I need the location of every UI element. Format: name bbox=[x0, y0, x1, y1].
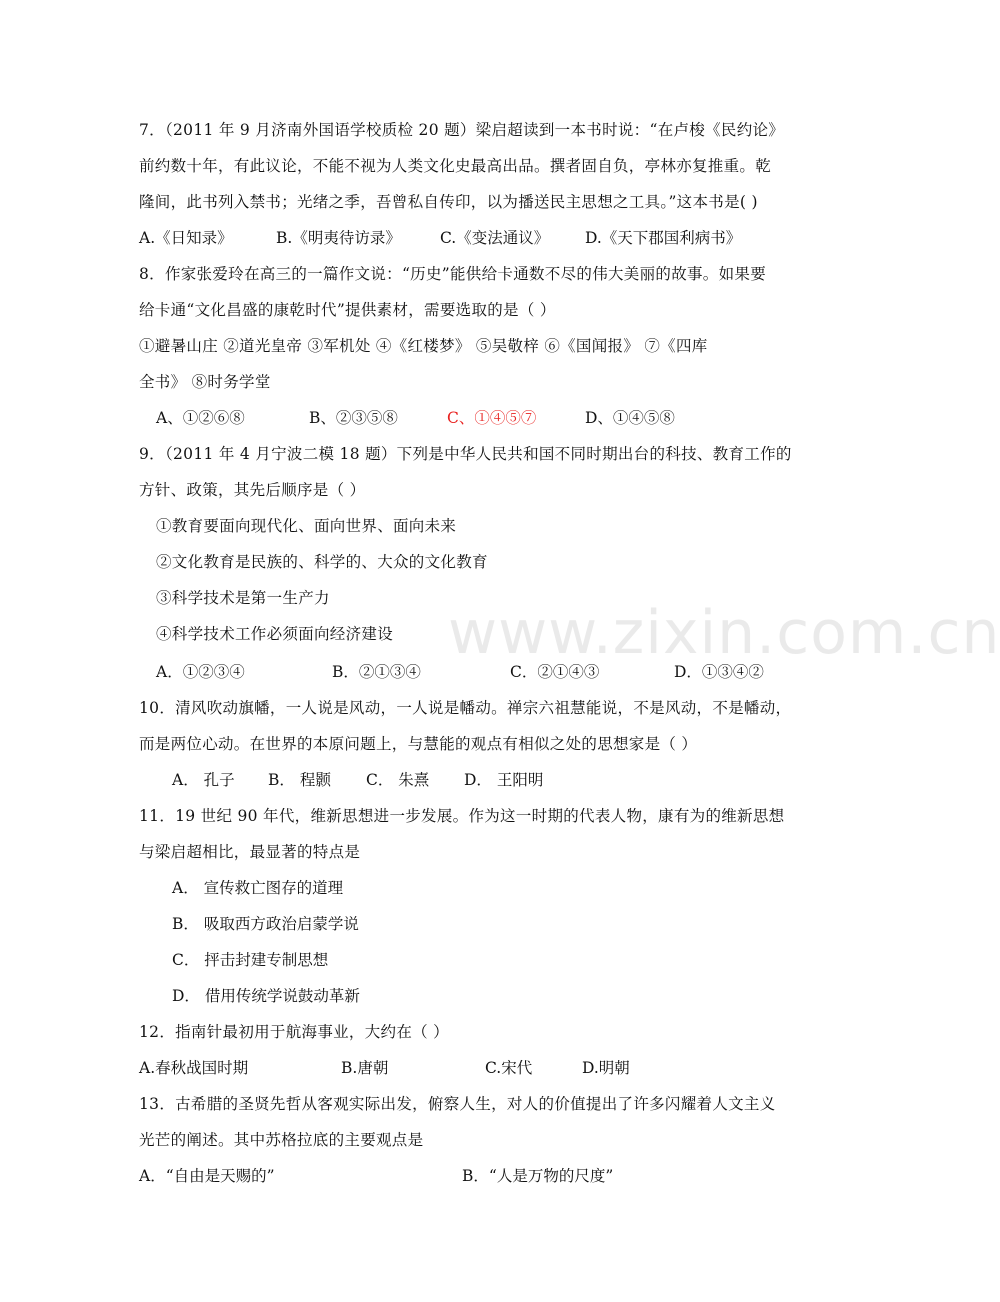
question-13-option-b: B．“人是万物的尺度” bbox=[462, 1167, 614, 1185]
question-8-option-a: A、①②⑥⑧ bbox=[156, 409, 245, 427]
question-12-option-b: B.唐朝 bbox=[341, 1059, 389, 1077]
question-11-line-2: 与梁启超相比，最显著的特点是 bbox=[139, 843, 361, 861]
question-10-option-b: B． 程颢 bbox=[268, 771, 331, 789]
question-9-option-d: D．①③④② bbox=[674, 663, 764, 681]
watermark: www.zixin.com.cn bbox=[448, 598, 1000, 668]
question-13-line-2: 光芒的阐述。其中苏格拉底的主要观点是 bbox=[139, 1131, 424, 1149]
question-9-line-2: 方针、政策，其先后顺序是（ ） bbox=[139, 481, 366, 499]
question-9-item-3: ③科学技术是第一生产力 bbox=[156, 589, 330, 607]
question-12-option-c: C.宋代 bbox=[485, 1059, 533, 1077]
question-9-option-a: A．①②③④ bbox=[156, 663, 245, 681]
question-11-option-c: C． 抨击封建专制思想 bbox=[172, 951, 329, 969]
question-9-item-1: ①教育要面向现代化、面向世界、面向未来 bbox=[156, 517, 457, 535]
question-8-option-b: B、②③⑤⑧ bbox=[309, 409, 398, 427]
question-9-option-b: B．②①③④ bbox=[332, 663, 421, 681]
question-12-line-1: 12．指南针最初用于航海事业，大约在（ ） bbox=[139, 1023, 449, 1041]
question-8-line-3: ①避暑山庄 ②道光皇帝 ③军机处 ④《红楼梦》 ⑤吴敬梓 ⑥《国闻报》 ⑦《四库 bbox=[139, 337, 708, 355]
question-9-item-4: ④科学技术工作必须面向经济建设 bbox=[156, 625, 394, 643]
question-8-option-c-answer: C、①④⑤⑦ bbox=[447, 409, 537, 427]
question-7-line-1: 7．（2011 年 9 月济南外国语学校质检 20 题）梁启超读到一本书时说：“在卢梭《民约论》 bbox=[139, 121, 785, 139]
question-8-line-1: 8．作家张爱玲在高三的一篇作文说：“历史”能供给卡通数不尽的伟大美丽的故事。如果要 bbox=[139, 265, 767, 283]
question-7-option-a: A.《日知录》 bbox=[139, 229, 233, 247]
question-10-option-c: C． 朱熹 bbox=[366, 771, 430, 789]
question-11-option-b: B． 吸取西方政治启蒙学说 bbox=[172, 915, 359, 933]
question-7-option-c: C.《变法通议》 bbox=[440, 229, 550, 247]
question-8-line-4: 全书》 ⑧时务学堂 bbox=[139, 373, 271, 391]
question-13-option-a: A．“自由是天赐的” bbox=[139, 1167, 275, 1185]
question-7-line-3: 隆间，此书列入禁书；光绪之季，吾曾私自传印，以为播送民主思想之工具。”这本书是( ) bbox=[139, 193, 758, 211]
question-12-option-d: D.明朝 bbox=[582, 1059, 630, 1077]
question-9-option-c: C．②①④③ bbox=[510, 663, 600, 681]
question-9-item-2: ②文化教育是民族的、科学的、大众的文化教育 bbox=[156, 553, 488, 571]
question-11-option-a: A． 宣传救亡图存的道理 bbox=[172, 879, 344, 897]
question-11-line-1: 11．19 世纪 90 年代，维新思想进一步发展。作为这一时期的代表人物，康有为的维新思想 bbox=[139, 807, 785, 825]
question-10-line-2: 而是两位心动。在世界的本原问题上，与慧能的观点有相似之处的思想家是（ ） bbox=[139, 735, 698, 753]
question-10-line-1: 10．清风吹动旗幡，一人说是风动，一人说是幡动。禅宗六祖慧能说，不是风动，不是幡动， bbox=[139, 699, 792, 717]
question-7-option-d: D.《天下郡国利病书》 bbox=[585, 229, 742, 247]
question-12-option-a: A.春秋战国时期 bbox=[139, 1059, 249, 1077]
question-10-option-a: A． 孔子 bbox=[172, 771, 235, 789]
question-9-line-1: 9．（2011 年 4 月宁波二模 18 题）下列是中华人民共和国不同时期出台的科技、教育工作的 bbox=[139, 445, 792, 463]
question-8-option-d: D、①④⑤⑧ bbox=[585, 409, 675, 427]
question-11-option-d: D． 借用传统学说鼓动革新 bbox=[172, 987, 360, 1005]
question-10-option-d: D． 王阳明 bbox=[464, 771, 544, 789]
question-7-line-2: 前约数十年，有此议论，不能不视为人类文化史最高出品。撰者固自负，亭林亦复推重。乾 bbox=[139, 157, 772, 175]
question-8-line-2: 给卡通“文化昌盛的康乾时代”提供素材，需要选取的是（ ） bbox=[139, 301, 556, 319]
question-13-line-1: 13．古希腊的圣贤先哲从客观实际出发，俯察人生，对人的价值提出了许多闪耀着人文主义 bbox=[139, 1095, 776, 1113]
question-7-option-b: B.《明夷待访录》 bbox=[276, 229, 401, 247]
